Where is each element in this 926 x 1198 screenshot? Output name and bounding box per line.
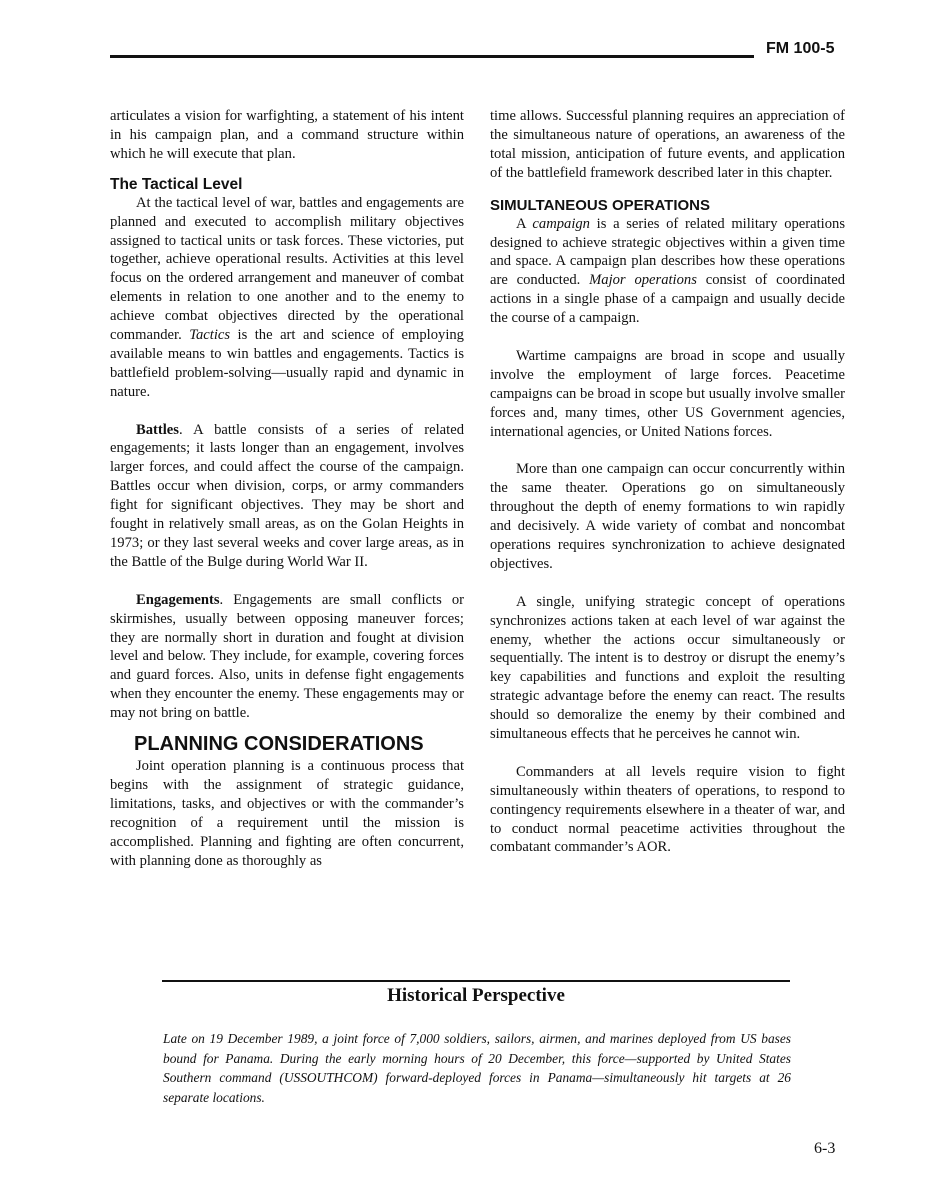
- strategic-concept-paragraph: A single, unifying strategic concept of operations synchronizes actions taken at each level of war against the enemy, whether the actions occur simultaneously or sequentially. The intent is to destroy or disrupt the enemy’s key capabilities and functions and exploit the resulting strategic advantage before the enemy can react. The results should so demoralize the enemy by their combined and simultaneous effects that he perceives he cannot win.: [490, 593, 845, 743]
- planning-paragraph: Joint operation planning is a continuous process that begins with the assignment of strategic guidance, limitations, tasks, and objectives or with the commander’s recognition of a requirement until the mission is accomplished. Planning and fighting are often concurrent, with planning done as thoroughly as: [110, 758, 464, 869]
- historical-perspective-title: Historical Perspective: [387, 985, 565, 1006]
- tactics-term: Tactics: [189, 327, 231, 344]
- engagements-body: . Engagements are small conflicts or skirmishes, usually between opposing maneuver forces; they are normally short in duration and fought at division level and below. They include, for example, covering forces and guard forces. Also, units in defense fight engagements when they encounter the enemy. These engagements may or may not bring on battle.: [110, 591, 464, 722]
- engagements-term: Engagements: [136, 591, 220, 608]
- planning-considerations-heading: PLANNING CONSIDERATIONS: [134, 733, 424, 756]
- battles-body: . A battle consists of a series of related engagements; it lasts longer than an engagement, involves larger forces, and could affect the course of the campaign. Battles occur when division, corps, or army commanders fight for significant objectives. They may be short and fought in relatively small areas, as on the Golan Heights in 1973; or they last several weeks and cover large areas, as in the Battle of the Bulge during World War II.: [110, 421, 464, 570]
- tactical-level-heading: The Tactical Level: [110, 175, 243, 193]
- tactical-level-paragraph: [110, 194, 464, 402]
- wartime-paragraph: Wartime campaigns are broad in scope and usually involve the employment of large forces. Peacetime campaigns can be broad in scope but usually involve smaller forces and, many times, other US Government agencies, international agencies, or United Nations forces.: [490, 347, 845, 440]
- continued-paragraph: time allows. Successful planning requires an appreciation of the simultaneous nature of operations, an awareness of the total mission, anticipation of future events, and application of the battlefield framework described later in this chapter.: [490, 108, 845, 181]
- major-operations-term: Major operations: [589, 272, 697, 289]
- intro-paragraph: articulates a vision for warfighting, a statement of his intent in his campaign plan, and a command structure within which he will execute that plan.: [110, 108, 464, 162]
- left-column: [110, 107, 464, 871]
- campaign-paragraph: [490, 215, 845, 328]
- page-number: 6-3: [814, 1140, 836, 1157]
- tactical-body: At the tactical level of war, battles and engagements are planned and executed to accomplish military objectives assigned to tactical units or task forces. These victories, put together, achieve operational results. Activities at this level focus on the ordered arrangement and maneuver of combat elements in relation to one another and to the enemy to achieve combat objectives directed by the operational commander.: [110, 194, 464, 344]
- historical-perspective-body: Late on 19 December 1989, a joint force of 7,000 soldiers, sailors, airmen, and marines deployed from US bases bound for Panama. During the early morning hours of 20 December, this force—supported by United States Southern command (USSOUTHCOM) forward-deployed forces in Panama—simultaneously hit targets at 26 separate locations.: [163, 1031, 791, 1105]
- commanders-paragraph: Commanders at all levels require vision to fight simultaneously within theaters of operations, to respond to contingency requirements elsewhere in a theater of war, and to conduct normal peacetime activities throughout the combatant commander’s AOR.: [490, 763, 845, 856]
- campaign-body: is a series of related military operations designed to achieve strategic objectives within a given time and space. A campaign plan describes how these operations are conducted.: [490, 215, 846, 289]
- manual-id: FM 100-5: [766, 40, 835, 57]
- battles-term: Battles: [136, 421, 179, 438]
- right-column: [490, 107, 845, 857]
- major-operations-body: consist of coordinated actions in a single phase of a campaign and usually decide the course of a campaign.: [490, 272, 846, 327]
- simultaneous-operations-heading: SIMULTANEOUS OPERATIONS: [490, 196, 711, 214]
- engagements-paragraph: [110, 591, 464, 723]
- historical-rule: [162, 980, 790, 982]
- header-rule: [110, 55, 754, 58]
- tactics-body: is the art and science of employing available means to win battles and engagements. Tactics is battlefield problem-solving—usually rapid and dynamic in nature.: [110, 327, 464, 400]
- campaign-lead: A: [516, 215, 533, 232]
- campaign-term: campaign: [532, 215, 590, 232]
- concurrent-campaigns-paragraph: More than one campaign can occur concurrently within the same theater. Operations go on simultaneously throughout the depth of enemy formations to win rapidly and decisively. A wide variety of combat and noncombat operations requires synchronization to achieve designated objectives.: [490, 461, 845, 572]
- battles-paragraph: [110, 421, 464, 572]
